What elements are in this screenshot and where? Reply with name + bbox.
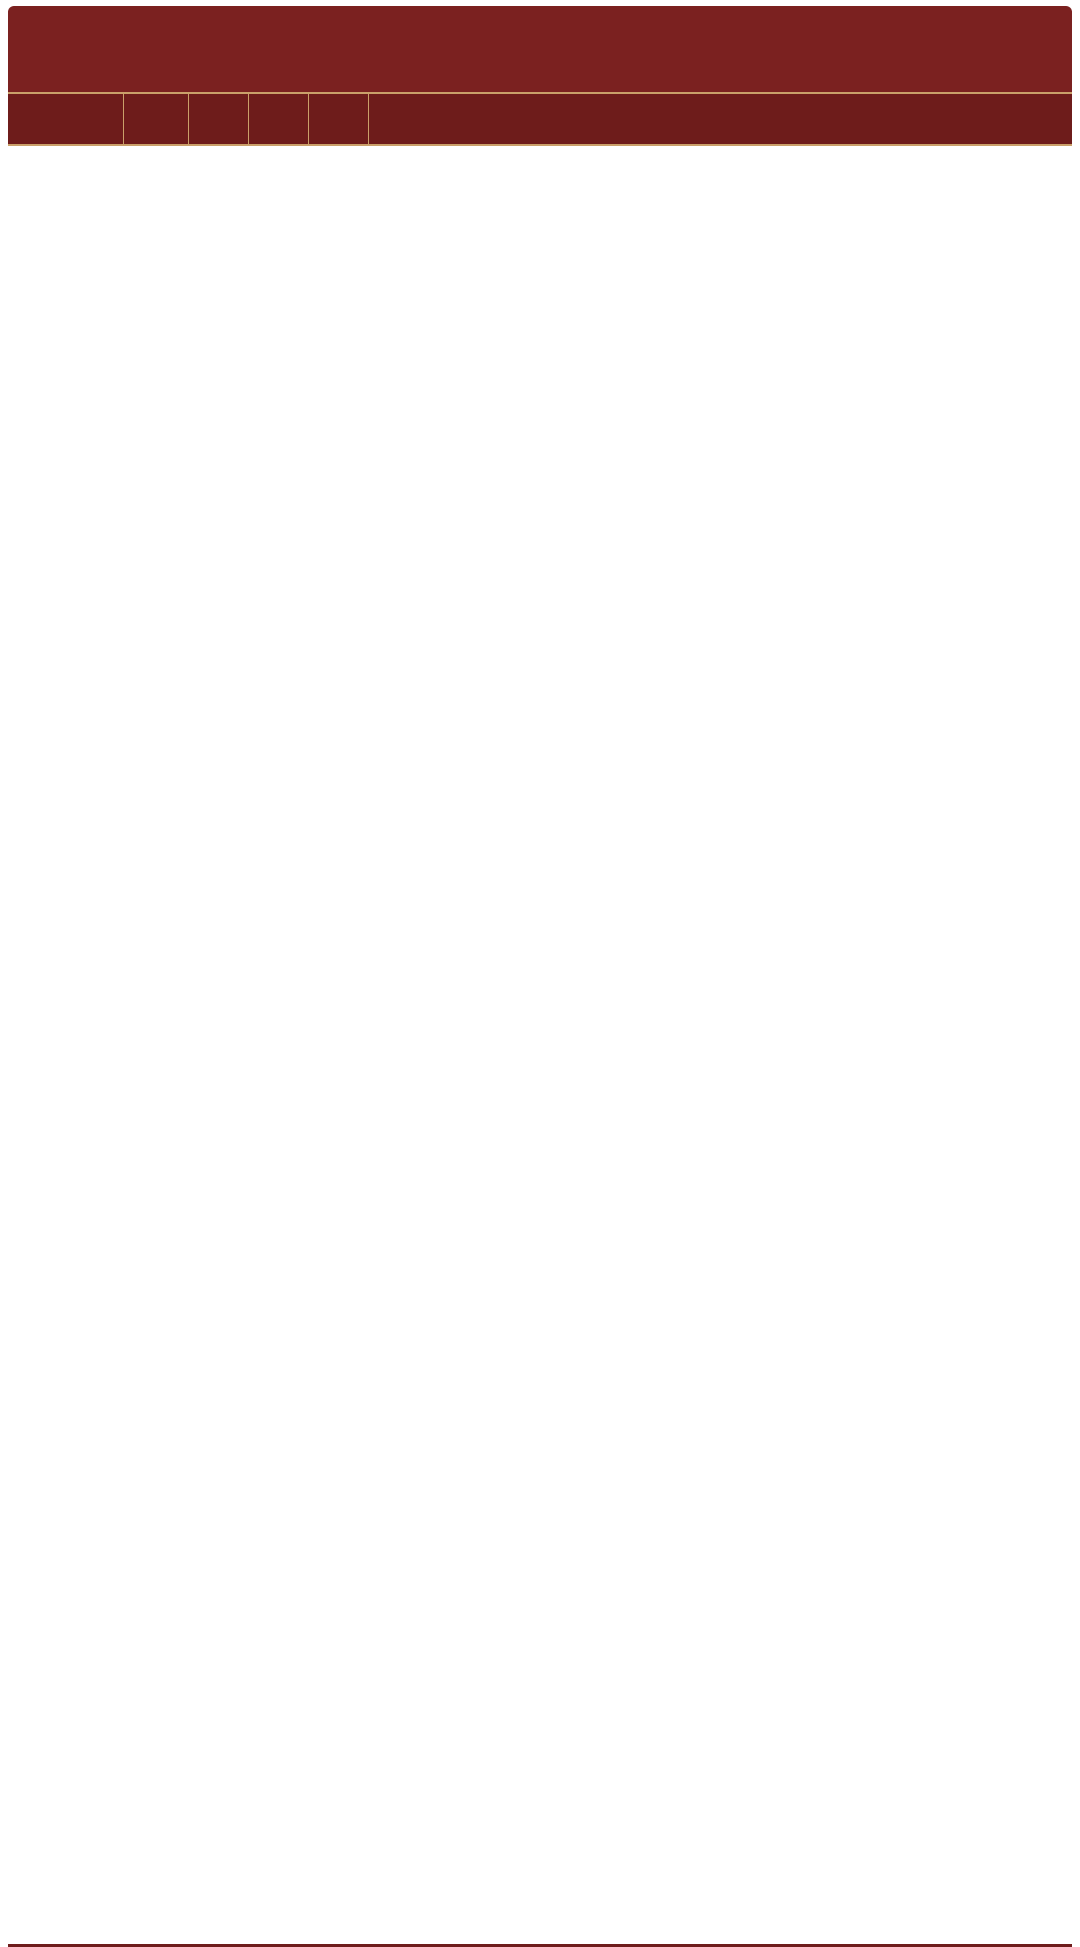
title-bar bbox=[8, 6, 1072, 92]
table-header bbox=[8, 92, 1072, 146]
header-icon bbox=[8, 94, 124, 144]
header-detail bbox=[369, 94, 1072, 144]
header-category bbox=[189, 94, 249, 144]
header-name bbox=[124, 94, 189, 144]
header-power bbox=[309, 94, 369, 144]
header-star bbox=[249, 94, 309, 144]
